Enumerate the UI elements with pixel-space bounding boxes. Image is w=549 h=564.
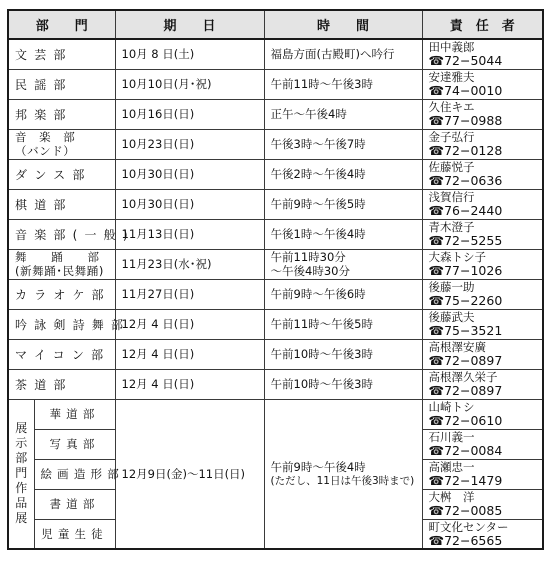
person-name: 大森トシ子 <box>428 250 487 264</box>
time-cell: 正午〜午後4時 <box>264 99 422 129</box>
time-cell: 午後2時〜午後4時 <box>264 159 422 189</box>
person-name: 高瀬忠一 <box>428 460 475 474</box>
table-row <box>8 219 543 249</box>
person-cell <box>422 489 543 519</box>
date-cell: 11月23日(水･祝) <box>115 249 264 279</box>
phone-number: ☎74−0010 <box>428 83 503 98</box>
person-name: 田中義郎 <box>428 40 475 55</box>
date-cell: 10月10日(月･祝) <box>115 69 264 99</box>
exhibition-time-main: 午前9時〜午後4時 <box>270 459 366 474</box>
time-cell: 午前10時〜午後3時 <box>264 369 422 399</box>
time-cell: 午前10時〜午後3時 <box>264 339 422 369</box>
exhibition-row <box>8 399 543 429</box>
header-dept: 部 門 <box>8 10 115 39</box>
header-date: 期 日 <box>115 10 264 39</box>
date-cell: 10月23日(日) <box>115 129 264 159</box>
date-cell: 12月 4 日(日) <box>115 309 264 339</box>
person-name: 金子弘行 <box>428 130 475 144</box>
person-cell <box>422 99 543 129</box>
phone-number: ☎72−0084 <box>428 443 503 458</box>
person-cell <box>422 159 543 189</box>
dept-subname: (新舞踊･民舞踊) <box>15 264 104 278</box>
person-name: 山崎トシ <box>428 400 475 414</box>
person-name: 町文化センター <box>428 519 509 534</box>
date-cell: 10月30日(日) <box>115 159 264 189</box>
exhibition-dept: 児童生徒 <box>34 519 115 549</box>
table-row <box>8 159 543 189</box>
person-cell <box>422 39 543 69</box>
phone-number: ☎72−5044 <box>428 53 503 69</box>
table-row <box>8 339 543 369</box>
header-person: 責 任 者 <box>422 10 543 39</box>
person-cell <box>422 429 543 459</box>
dept-cell: マイコン部 <box>8 339 115 369</box>
exhibition-group-label: 展示部門作品展 <box>8 399 34 549</box>
person-cell <box>422 519 543 549</box>
person-name: 高根澤安廣 <box>428 340 487 354</box>
person-name: 青木澄子 <box>428 220 475 234</box>
dept-cell <box>8 249 115 279</box>
dept-cell: カラオケ部 <box>8 279 115 309</box>
phone-number: ☎72−0085 <box>428 503 503 518</box>
table-row <box>8 369 543 399</box>
dept-cell: 茶道部 <box>8 369 115 399</box>
phone-number: ☎72−1479 <box>428 473 503 488</box>
person-cell <box>422 249 543 279</box>
person-name: 高根澤久栄子 <box>428 370 498 384</box>
exhibition-time <box>264 399 422 549</box>
schedule-sheet <box>7 9 542 557</box>
phone-number: ☎72−0128 <box>428 143 503 158</box>
time-cell: 午前9時〜午後5時 <box>264 189 422 219</box>
table-row <box>8 99 543 129</box>
phone-number: ☎72−0897 <box>428 383 503 398</box>
exhibition-date: 12月9日(金)〜11日(日) <box>115 399 264 549</box>
dept-cell: ダンス部 <box>8 159 115 189</box>
phone-number: ☎75−2260 <box>428 293 503 308</box>
phone-number: ☎76−2440 <box>428 203 503 218</box>
person-cell <box>422 369 543 399</box>
phone-number: ☎72−0610 <box>428 413 503 428</box>
person-name: 久住キエ <box>428 100 475 114</box>
table-row <box>8 309 543 339</box>
dept-cell: 文芸部 <box>8 39 115 69</box>
phone-number: ☎72−0636 <box>428 173 503 188</box>
time-line: 〜午後4時30分 <box>270 264 350 278</box>
person-cell <box>422 279 543 309</box>
dept-cell: 音楽部(一般) <box>8 219 115 249</box>
dept-subname: （バンド） <box>15 144 76 158</box>
table-row <box>8 189 543 219</box>
person-cell <box>422 309 543 339</box>
phone-number: ☎72−0897 <box>428 353 503 368</box>
phone-number: ☎77−1026 <box>428 263 503 278</box>
date-cell: 10月30日(日) <box>115 189 264 219</box>
schedule-table <box>7 9 544 550</box>
exhibition-dept: 絵画造形部 <box>34 459 115 489</box>
time-cell: 午前11時〜午後5時 <box>264 309 422 339</box>
dept-cell: 棋道部 <box>8 189 115 219</box>
person-name: 石川義一 <box>428 430 475 444</box>
person-name: 後藤一助 <box>428 280 475 294</box>
date-cell: 11月13日(日) <box>115 219 264 249</box>
date-cell: 11月27日(日) <box>115 279 264 309</box>
table-row <box>8 69 543 99</box>
dept-cell: 吟詠剣詩舞部 <box>8 309 115 339</box>
header-row <box>8 10 543 39</box>
phone-number: ☎75−3521 <box>428 323 503 338</box>
exhibition-time-note: (ただし、11日は午後3時まで) <box>270 474 415 487</box>
table-row <box>8 129 543 159</box>
person-name: 佐藤悦子 <box>428 160 475 174</box>
table-row <box>8 249 543 279</box>
time-line: 午前11時30分 <box>270 250 346 264</box>
person-cell <box>422 69 543 99</box>
dept-name: 舞 踊 部 <box>15 250 100 264</box>
time-cell: 午後1時〜午後4時 <box>264 219 422 249</box>
time-cell: 午前11時〜午後3時 <box>264 69 422 99</box>
person-name: 浅賀信行 <box>428 190 475 204</box>
phone-number: ☎72−6565 <box>428 532 503 548</box>
person-name: 安達雅夫 <box>428 70 475 84</box>
person-cell <box>422 189 543 219</box>
exhibition-dept: 華道部 <box>34 399 115 429</box>
schedule-body <box>8 39 543 549</box>
person-cell <box>422 219 543 249</box>
time-cell: 福島方面(古殿町)へ吟行 <box>264 39 422 69</box>
header-time: 時 間 <box>264 10 422 39</box>
person-cell <box>422 399 543 429</box>
person-name: 後藤武夫 <box>428 310 475 324</box>
time-cell <box>264 249 422 279</box>
person-cell <box>422 129 543 159</box>
exhibition-dept: 写真部 <box>34 429 115 459</box>
date-cell: 12月 4 日(日) <box>115 339 264 369</box>
person-cell <box>422 339 543 369</box>
date-cell: 12月 4 日(日) <box>115 369 264 399</box>
person-name: 大桝 洋 <box>428 490 475 504</box>
person-cell <box>422 459 543 489</box>
dept-name: 音 楽 部 <box>15 130 76 144</box>
date-cell: 10月16日(日) <box>115 99 264 129</box>
dept-cell: 邦楽部 <box>8 99 115 129</box>
dept-cell <box>8 129 115 159</box>
table-row <box>8 279 543 309</box>
dept-cell: 民謡部 <box>8 69 115 99</box>
table-row <box>8 39 543 69</box>
exhibition-dept: 書道部 <box>34 489 115 519</box>
phone-number: ☎77−0988 <box>428 113 503 128</box>
date-cell: 10月 8 日(土) <box>115 39 264 69</box>
time-cell: 午前9時〜午後6時 <box>264 279 422 309</box>
phone-number: ☎72−5255 <box>428 233 503 248</box>
time-cell: 午後3時〜午後7時 <box>264 129 422 159</box>
